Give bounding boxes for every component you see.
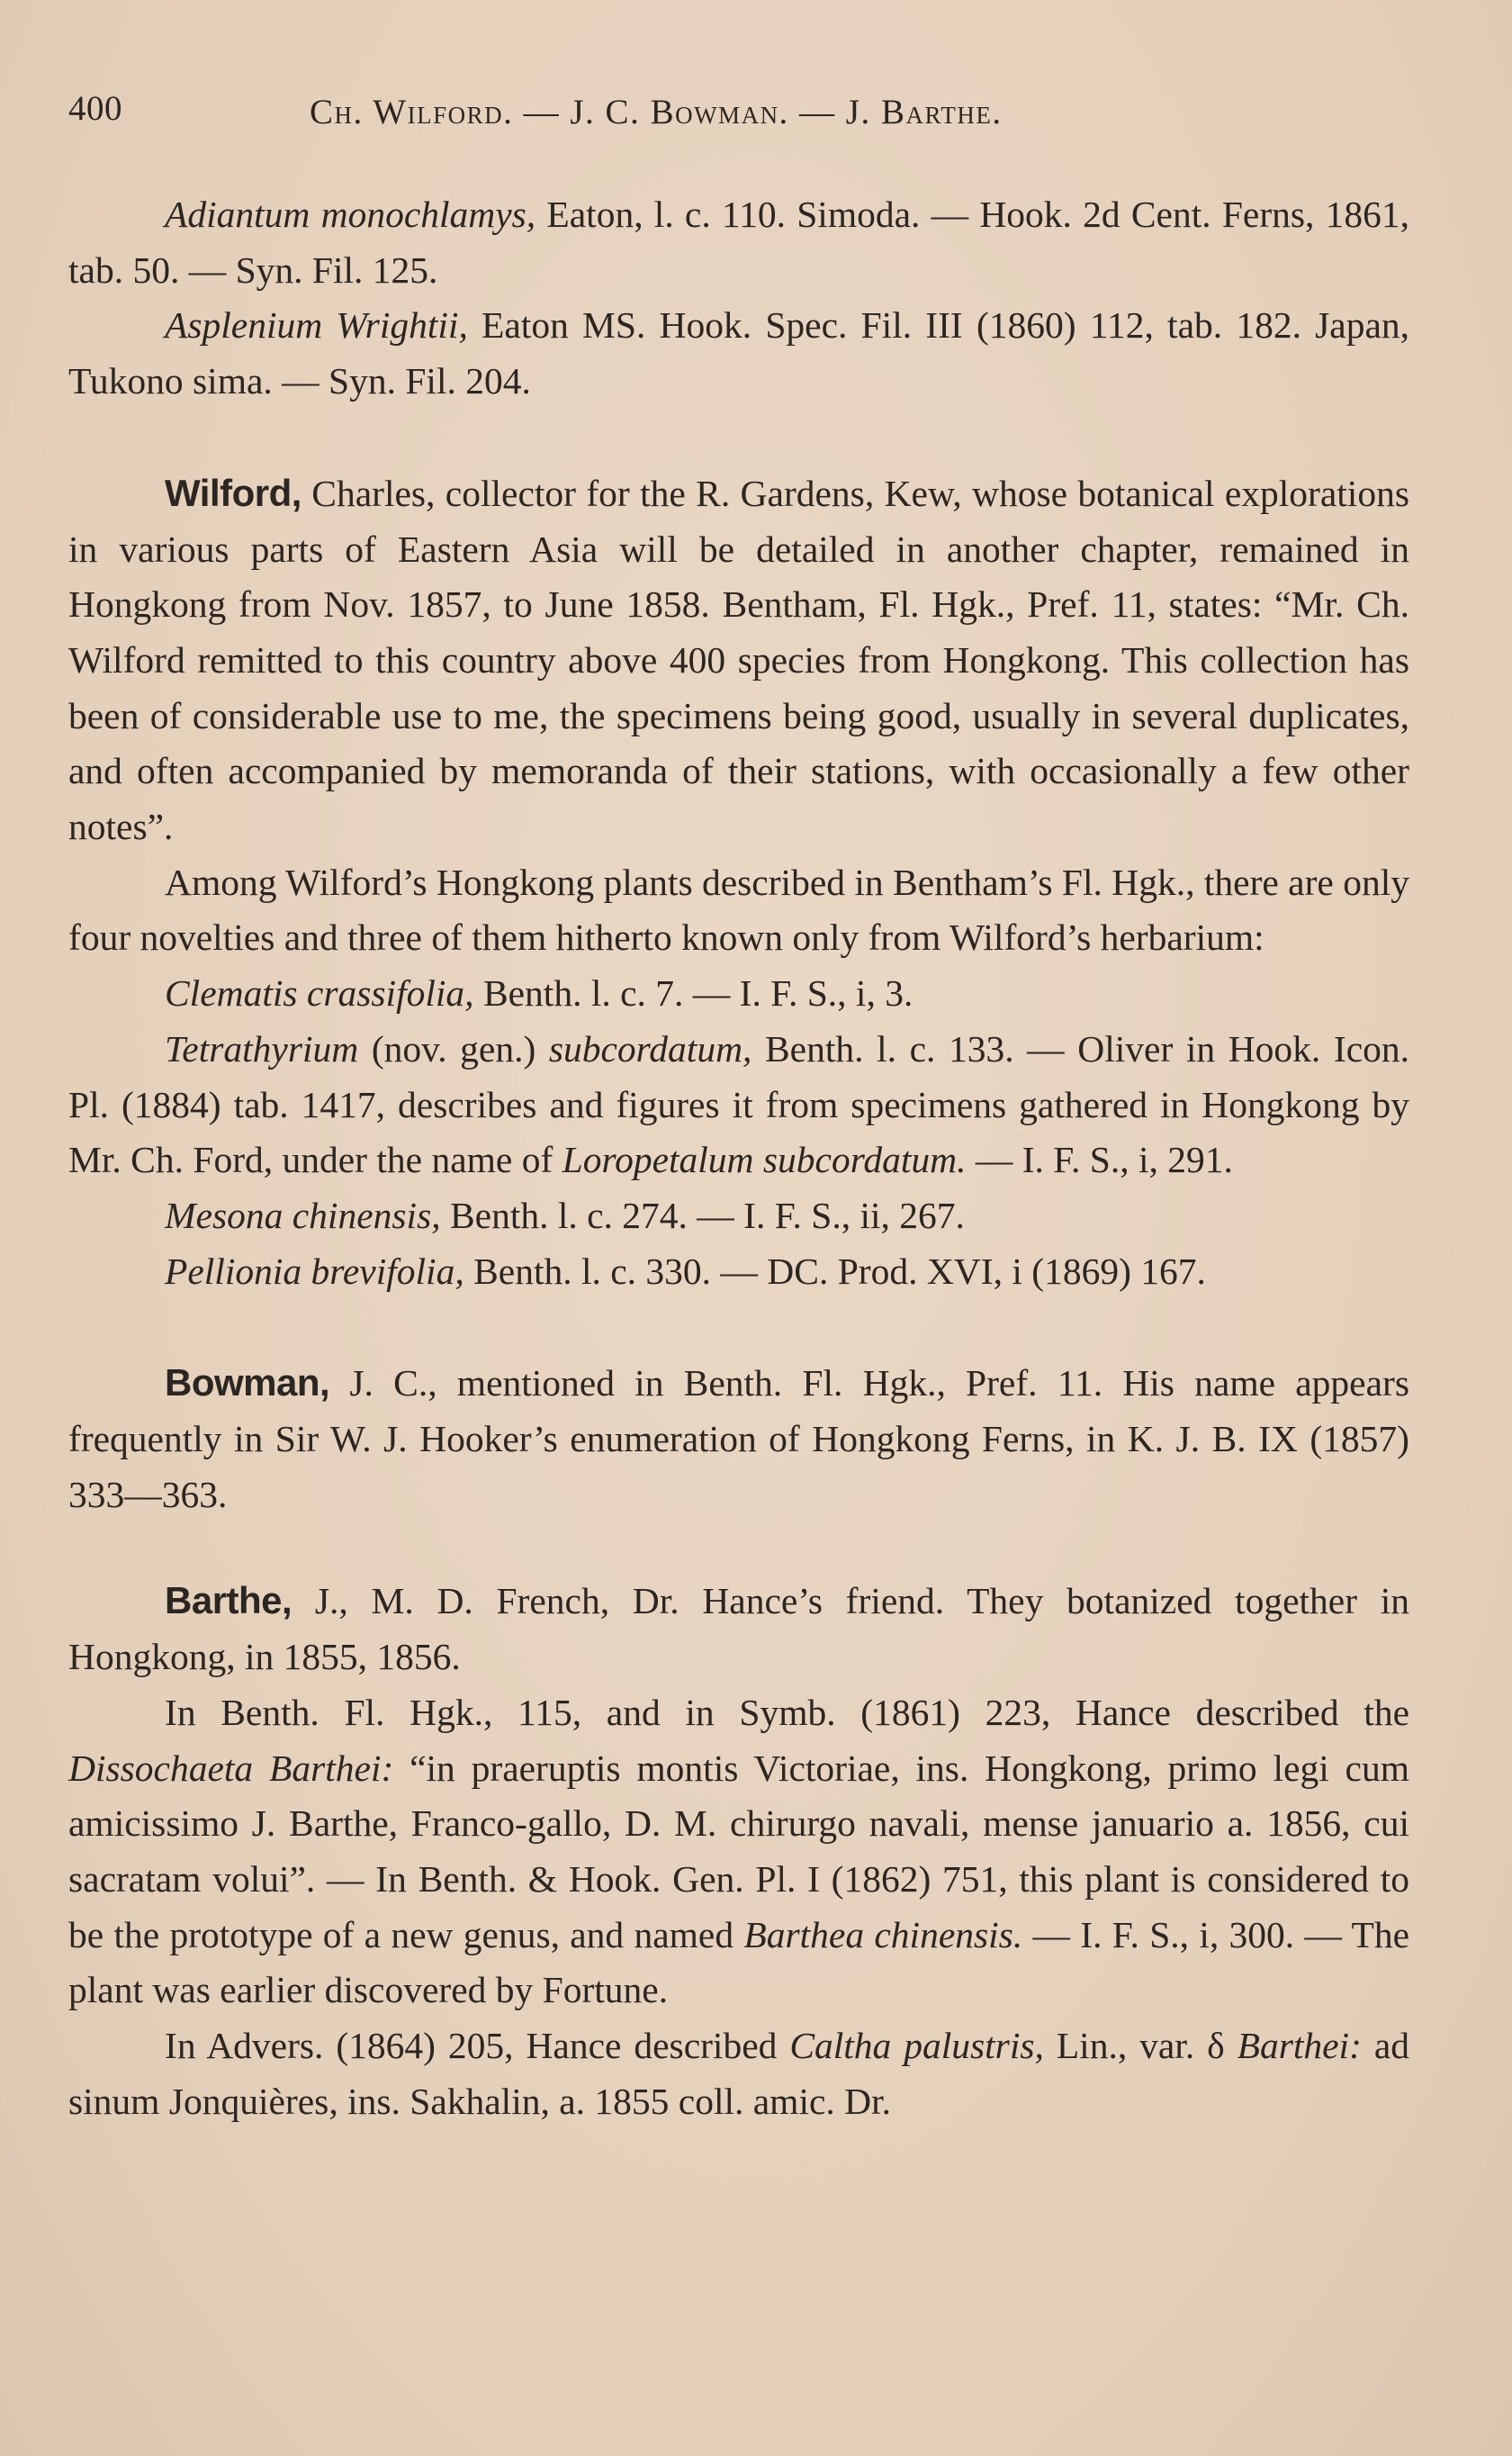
page-body: [68, 187, 1409, 2130]
entry-bowman: [68, 1355, 1409, 1522]
barthe-paragraph-3: [68, 2018, 1409, 2129]
section-gap: [68, 1522, 1409, 1573]
text-run: “in praeruptis montis Victoriae, ins. Hongkong, primo legi cum amicissimo J. Barthe, Franco-gallo, D. M. chirurgo navali, mense januario a. 1856, cui sacratam volui”. — In Benth. & Hook. Gen. Pl. I (1862) 751, this plant is considered to be the prototype of a new genus, and named: [68, 1747, 1409, 1955]
citation: Benth. l. c. 330. — DC. Prod. XVI, i (1869) 167.: [464, 1250, 1206, 1292]
note: (nov. gen.): [358, 1027, 549, 1070]
text-run: ad sinum Jonquières, ins. Sakhalin, a. 1855 coll. amic. Dr.: [68, 2025, 1409, 2122]
species-name: Clematis crassifolia,: [165, 972, 474, 1015]
text-run: In Benth. Fl. Hgk., 115, and in Symb. (1861) 223, Hance described the: [165, 1691, 1409, 1733]
species-name: Caltha palustris,: [789, 2025, 1044, 2067]
citation: Eaton MS. Hook. Spec. Fil. III (1860) 112, tab. 182. Japan, Tukono sima. — Syn. Fil. 204.: [68, 304, 1410, 402]
running-title: Ch. Wilford. — J. C. Bowman. — J. Barthe.: [310, 93, 1003, 131]
species-name: Adiantum monochlamys,: [165, 194, 536, 235]
collector-name: Wilford,: [165, 471, 302, 514]
citation: Benth. l. c. 7. — I. F. S., i, 3.: [473, 972, 914, 1015]
page-header: [68, 88, 1418, 142]
collector-name: Barthe,: [165, 1579, 292, 1622]
text-run: In Advers. (1864) 205, Hance described: [165, 2025, 790, 2067]
section-gap: [68, 1299, 1409, 1355]
entry-asplenium: [68, 298, 1409, 409]
entry-text: Charles, collector for the R. Gardens, Kew, whose botanical explorations in various parts of Eastern Asia will be detailed in another chapter, remained in Hongkong from Nov. 1857, to June 1858. Bentham, Fl. Hgk., Pref. 11, states: “Mr. Ch. Wilford remitted to this country above 400 species from Hongkong. This collection has been of considerable use to me, the specimens being good, usually in several duplicates, and often accompanied by memoranda of their stations, with occasionally a few other notes”.: [68, 472, 1409, 848]
page-number: 400: [68, 89, 122, 128]
species-epithet: subcordatum,: [548, 1027, 752, 1070]
species-name: Mesona chinensis,: [165, 1194, 441, 1236]
collector-name: Bowman,: [165, 1361, 330, 1404]
barthe-paragraph-2: [68, 1685, 1409, 2018]
species-name: Barthea chinensis.: [743, 1913, 1023, 1955]
entry-pellionia: [68, 1244, 1409, 1300]
citation-2: — I. F. S., i, 291.: [966, 1139, 1233, 1181]
text-run: Lin., var. δ: [1043, 2025, 1238, 2067]
synonym-name: Loropetalum subcordatum.: [562, 1139, 967, 1181]
species-name: Dissochaeta Barthei:: [68, 1747, 394, 1789]
entry-barthe: [68, 1573, 1409, 1684]
citation: Eaton, l. c. 110. Simoda. — Hook. 2d Cent. Ferns, 1861, tab. 50. — Syn. Fil. 125.: [68, 194, 1410, 291]
citation: Benth. l. c. 274. — I. F. S., ii, 267.: [440, 1194, 965, 1236]
wilford-paragraph-2: Among Wilford’s Hongkong plants described in Bentham’s Fl. Hgk., there are only four novelties and three of them hitherto known only from Wilford’s herbarium:: [68, 861, 1409, 959]
variety-name: Barthei:: [1237, 2025, 1362, 2067]
section-gap: [68, 410, 1409, 465]
entry-text: J. C., mentioned in Benth. Fl. Hgk., Pref. 11. His name appears frequently in Sir W. J. Hooker’s enumeration of Hongkong Ferns, in K. J. B. IX (1857) 333—363.: [68, 1362, 1409, 1515]
text-run: — I. F. S., i, 300. — The plant was earlier discovered by Fortune.: [68, 1913, 1409, 2011]
entry-wilford: [68, 465, 1409, 855]
species-name: Asplenium Wrightii,: [165, 304, 468, 347]
entry-text: J., M. D. French, Dr. Hance’s friend. They botanized together in Hongkong, in 1855, 1856.: [68, 1580, 1409, 1678]
species-name: Pellionia brevifolia,: [165, 1250, 464, 1292]
entry-mesona: [68, 1188, 1409, 1244]
entry-adiantum: [68, 187, 1409, 298]
entry-clematis: [68, 966, 1409, 1022]
genus-name: Tetrathyrium: [165, 1027, 359, 1070]
citation: Benth. l. c. 133. — Oliver in Hook. Icon. Pl. (1884) tab. 1417, describes and figures it from specimens gathered in Hongkong by Mr. Ch. Ford, under the name of: [68, 1027, 1409, 1181]
entry-tetrathyrium: [68, 1022, 1409, 1188]
